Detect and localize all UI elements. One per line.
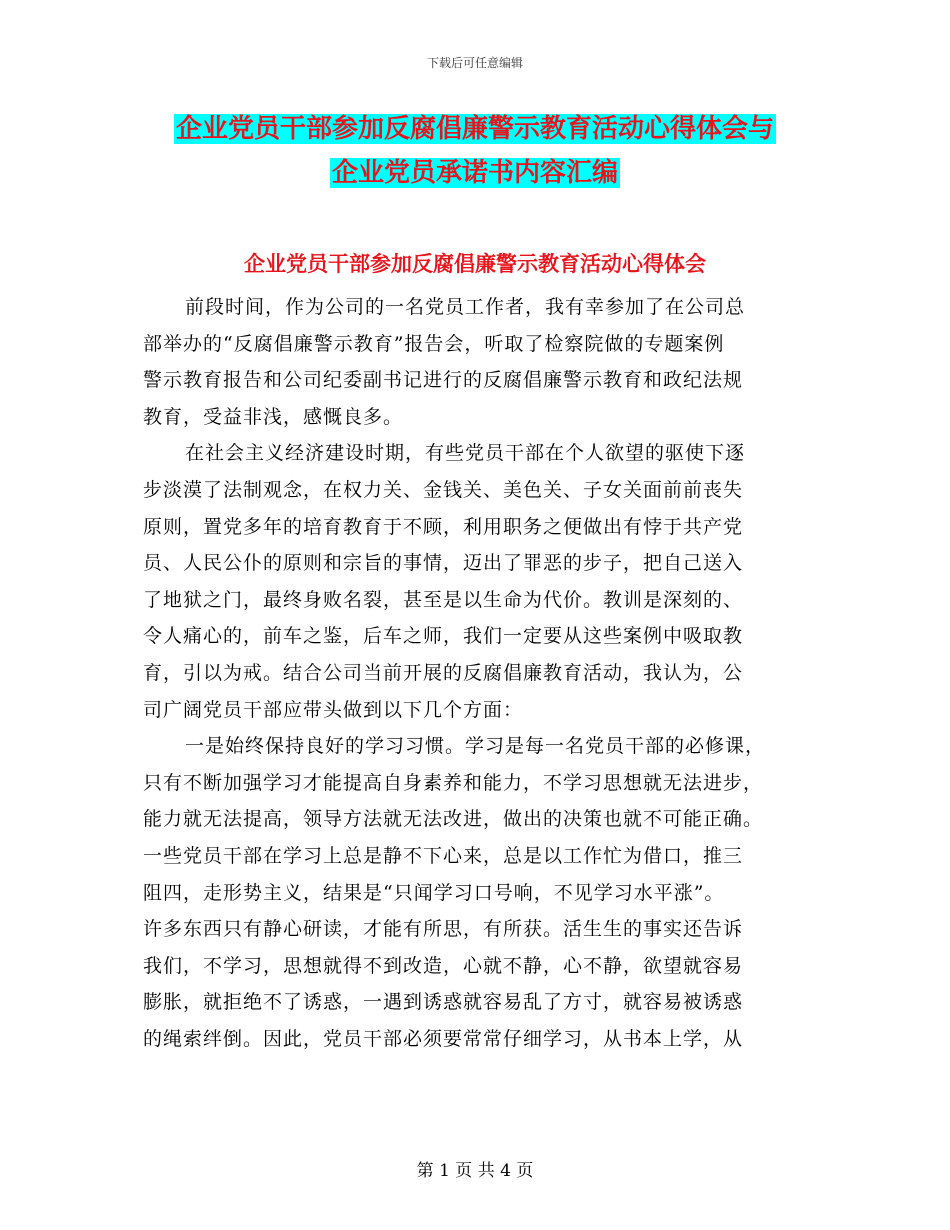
paragraph-line: 阻四，走形势主义，结果是“只闻学习口号响，不见学习水平涨”。 xyxy=(143,881,725,904)
paragraph-line: 了地狱之门，最终身败名裂，甚至是以生命为代价。教训是深刻的、 xyxy=(143,588,744,611)
paragraph-line: 能力就无法提高，领导方法就无法改进，做出的决策也就不可能正确。 xyxy=(143,808,764,831)
paragraph-line: 育，引以为戒。结合公司当前开展的反腐倡廉教育活动，我认为，公 xyxy=(143,661,744,684)
paragraph-line: 原则，置党多年的培育教育于不顾，利用职务之便做出有悖于共产党 xyxy=(143,515,744,538)
paragraph-line: 只有不断加强学习才能提高自身素养和能力，不学习思想就无法进步， xyxy=(143,771,764,794)
paragraph-line: 步淡漠了法制观念，在权力关、金钱关、美色关、子女关面前前丧失 xyxy=(143,478,744,501)
paragraph-line: 我们，不学习，思想就得不到改造，心就不静，心不静，欲望就容易 xyxy=(143,954,744,977)
paragraph-line: 一些党员干部在学习上总是静不下心来，总是以工作忙为借口，推三 xyxy=(143,844,744,867)
page-header-note: 下载后可任意编辑 xyxy=(426,56,523,70)
paragraph-line: 许多东西只有静心研读，才能有所思，有所获。活生生的事实还告诉 xyxy=(143,918,744,941)
paragraph-line: 教育，受益非浅，感慨良多。 xyxy=(143,405,404,428)
paragraph-line: 膨胀，就拒绝不了诱惑，一遇到诱惑就容易乱了方寸，就容易被诱惑 xyxy=(143,991,744,1014)
paragraph-line: 员、人民公仆的原则和宗旨的事情，迈出了罪恶的步子，把自己送入 xyxy=(143,552,744,575)
paragraph-line: 一是始终保持良好的学习习惯。学习是每一名党员干部的必修课， xyxy=(185,735,766,758)
paragraph-line: 部举办的“反腐倡廉警示教育”报告会，听取了检察院做的专题案例 xyxy=(143,332,725,355)
paragraph-line: 在社会主义经济建设时期，有些党员干部在个人欲望的驱使下逐 xyxy=(185,442,746,465)
document-title-line-2 xyxy=(0,154,950,192)
document-title-line-1 xyxy=(0,110,950,148)
section-heading: 企业党员干部参加反腐倡廉警示教育活动心得体会 xyxy=(244,252,706,276)
paragraph-line: 司广阔党员干部应带头做到以下几个方面： xyxy=(143,698,524,721)
paragraph-line: 警示教育报告和公司纪委副书记进行的反腐倡廉警示教育和政纪法规 xyxy=(143,369,744,392)
title-highlight-1: 企业党员干部参加反腐倡廉警示教育活动心得体会与 xyxy=(175,114,774,144)
page-footer: 第 1 页 共 4 页 xyxy=(416,1161,534,1181)
paragraph-line: 的绳索绊倒。因此，党员干部必须要常常仔细学习，从书本上学，从 xyxy=(143,1027,744,1050)
body-text xyxy=(143,289,799,1057)
paragraph-line: 令人痛心的，前车之鉴，后车之师，我们一定要从这些案例中吸取教 xyxy=(143,625,744,648)
title-highlight-2: 企业党员承诺书内容汇编 xyxy=(331,158,618,188)
paragraph-line: 前段时间，作为公司的一名党员工作者，我有幸参加了在公司总 xyxy=(185,296,746,318)
